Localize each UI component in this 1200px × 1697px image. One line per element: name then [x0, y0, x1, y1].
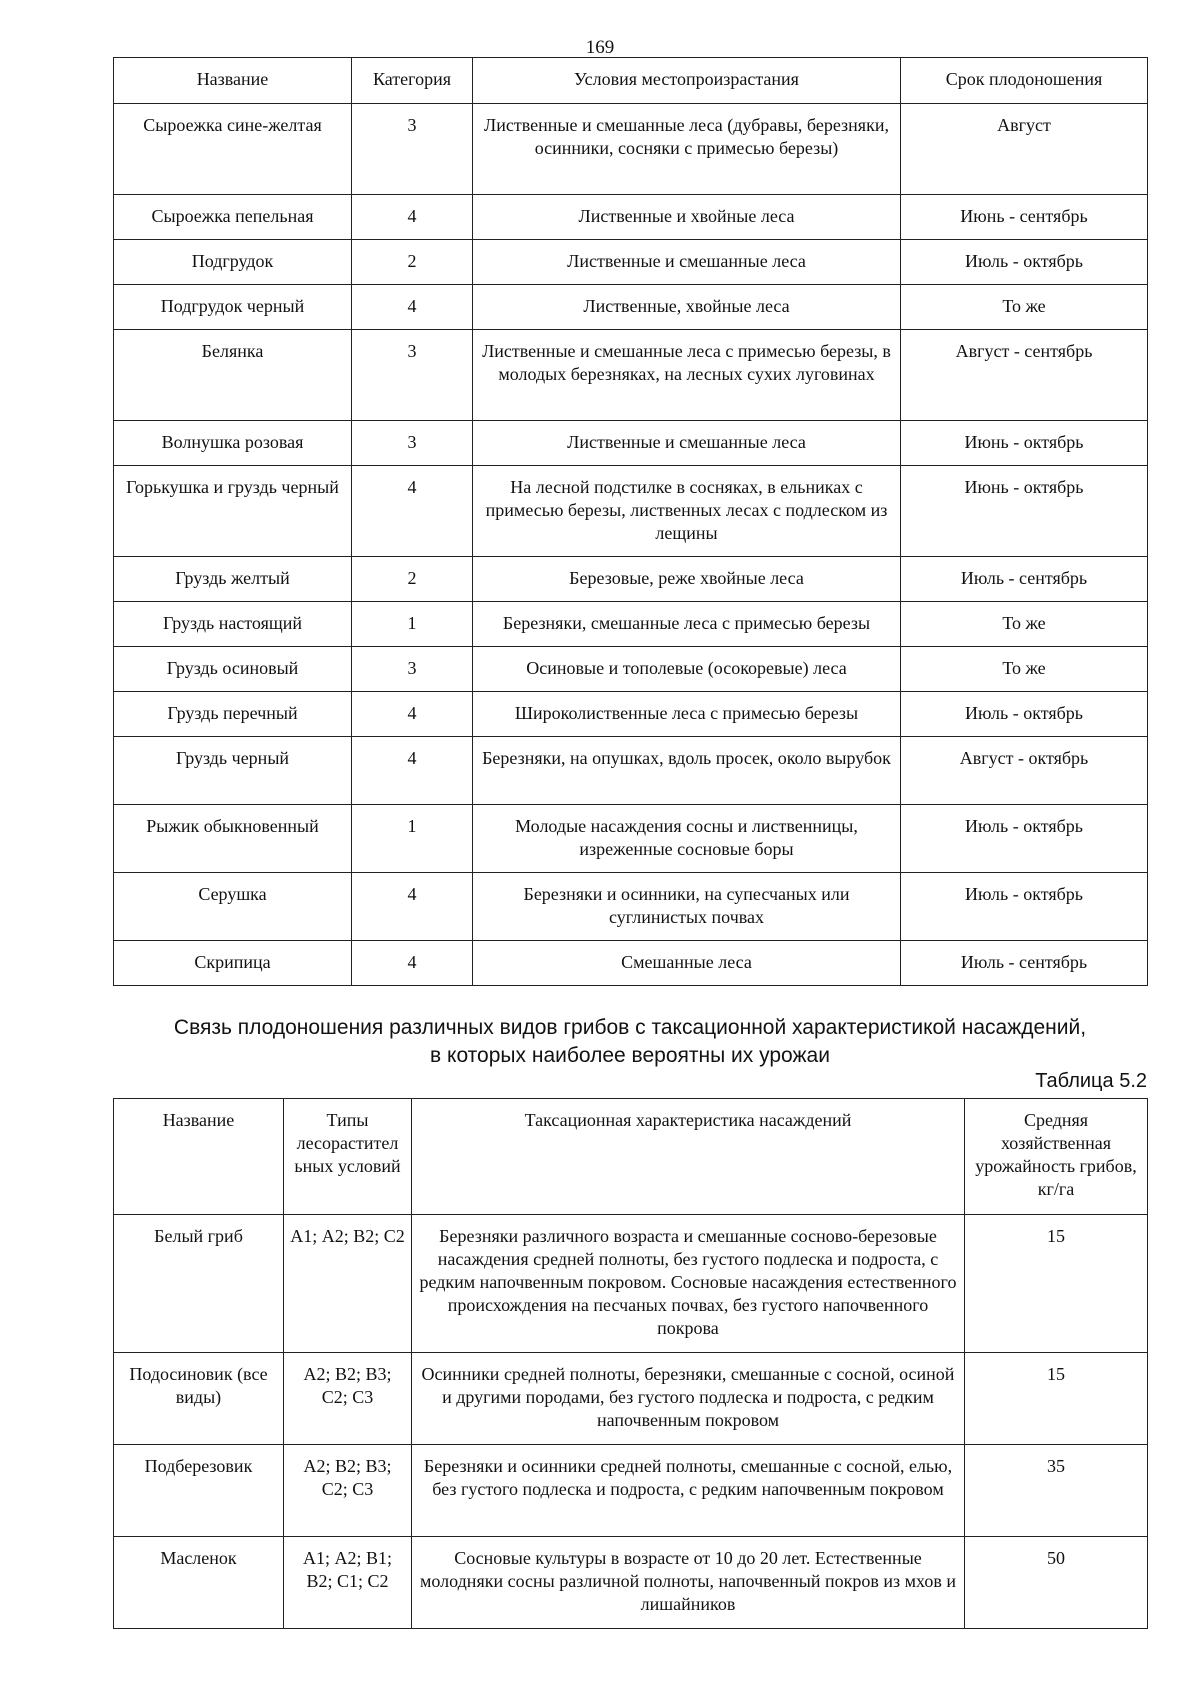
- cell-name: Серушка: [114, 873, 352, 941]
- cell-stand-characteristics: Березняки различного возраста и смешанные сосново-березовые насаждения средней полноты, без густого подлеска и подроста, с редким напочвенным покровом. Сосновые насаждения естественного происхождения на песчаных почвах, без густого напочвенного покрова: [412, 1215, 965, 1353]
- cell-habitat: Широколиственные леса с примесью березы: [473, 692, 901, 737]
- cell-habitat: Смешанные леса: [473, 941, 901, 986]
- cell-stand-characteristics: Березняки и осинники средней полноты, смешанные с сосной, елью, без густого подлеска и подроста, с редким напочвенным покровом: [412, 1445, 965, 1537]
- cell-period: Июль - октябрь: [901, 873, 1148, 941]
- cell-stand-characteristics: Сосновые культуры в возрасте от 10 до 20 лет. Естественные молодняки сосны различной полноты, напочвенный покров из мхов и лишайников: [412, 1537, 965, 1629]
- cell-period: То же: [901, 602, 1148, 647]
- cell-stand-characteristics: Осинники средней полноты, березняки, смешанные с сосной, осиной и другими породами, без густого подлеска и подроста, с редким напочвенным покровом: [412, 1353, 965, 1445]
- cell-category: 1: [352, 805, 473, 873]
- header-average-yield: Средняя хозяйственная урожайность грибов, кг/га: [965, 1099, 1148, 1215]
- cell-category: 3: [352, 330, 473, 421]
- cell-name: Подгрудок: [114, 240, 352, 285]
- cell-average-yield: 50: [965, 1537, 1148, 1629]
- table-row: [114, 602, 1148, 647]
- cell-period: Август - октябрь: [901, 737, 1148, 805]
- cell-name: Груздь перечный: [114, 692, 352, 737]
- cell-period: Июль - сентябрь: [901, 941, 1148, 986]
- header-name: Название: [114, 1099, 284, 1215]
- cell-period: Июль - сентябрь: [901, 557, 1148, 602]
- cell-category: 4: [352, 692, 473, 737]
- cell-category: 3: [352, 104, 473, 195]
- table-header-row: [114, 58, 1148, 104]
- cell-name: Скрипица: [114, 941, 352, 986]
- mushroom-yield-table: [113, 1098, 1148, 1629]
- cell-habitat: Лиственные и смешанные леса: [473, 240, 901, 285]
- cell-category: 4: [352, 941, 473, 986]
- cell-name: Груздь черный: [114, 737, 352, 805]
- cell-category: 2: [352, 240, 473, 285]
- cell-period: Август - сентябрь: [901, 330, 1148, 421]
- table-header-row: [114, 1099, 1148, 1215]
- cell-name: Подосиновик (все виды): [114, 1353, 284, 1445]
- cell-name: Масленок: [114, 1537, 284, 1629]
- header-stand-characteristics: Таксационная характеристика насаждений: [412, 1099, 965, 1215]
- cell-category: 2: [352, 557, 473, 602]
- header-habitat: Условия местопроизрастания: [473, 58, 901, 104]
- cell-habitat: Березовые, реже хвойные леса: [473, 557, 901, 602]
- cell-habitat: Лиственные, хвойные леса: [473, 285, 901, 330]
- cell-name: Горькушка и груздь черный: [114, 466, 352, 557]
- header-category: Категория: [352, 58, 473, 104]
- table-row: [114, 240, 1148, 285]
- header-forest-conditions: Типы лесорастител ьных условий: [284, 1099, 412, 1215]
- cell-period: Июнь - сентябрь: [901, 195, 1148, 240]
- cell-name: Волнушка розовая: [114, 421, 352, 466]
- cell-category: 4: [352, 285, 473, 330]
- cell-name: Груздь осиновый: [114, 647, 352, 692]
- table-row: [114, 1445, 1148, 1537]
- cell-forest-conditions: А2; В2; В3; С2; С3: [284, 1353, 412, 1445]
- table-row: [114, 466, 1148, 557]
- table-row: [114, 737, 1148, 805]
- cell-habitat: Лиственные и смешанные леса (дубравы, березняки, осинники, сосняки с примесью березы): [473, 104, 901, 195]
- cell-category: 4: [352, 873, 473, 941]
- table-row: [114, 692, 1148, 737]
- table-row: [114, 647, 1148, 692]
- cell-period: Июль - октябрь: [901, 692, 1148, 737]
- section-title-line-2: в которых наиболее вероятны их урожаи: [430, 1044, 830, 1067]
- cell-name: Белянка: [114, 330, 352, 421]
- cell-name: Подберезовик: [114, 1445, 284, 1537]
- table-row: [114, 421, 1148, 466]
- table-row: [114, 195, 1148, 240]
- cell-period: Июль - октябрь: [901, 240, 1148, 285]
- table-row: [114, 285, 1148, 330]
- cell-period: То же: [901, 647, 1148, 692]
- cell-habitat: Молодые насаждения сосны и лиственницы, изреженные сосновые боры: [473, 805, 901, 873]
- table-row: [114, 1215, 1148, 1353]
- cell-period: То же: [901, 285, 1148, 330]
- section-title-line-1: Связь плодоношения различных видов грибов с таксационной характеристикой насаждений,: [173, 1016, 1087, 1039]
- cell-habitat: На лесной подстилке в сосняках, в ельниках с примесью березы, лиственных лесах с подлеском из лещины: [473, 466, 901, 557]
- cell-average-yield: 35: [965, 1445, 1148, 1537]
- cell-period: Август: [901, 104, 1148, 195]
- cell-category: 4: [352, 466, 473, 557]
- header-name: Название: [114, 58, 352, 104]
- table-row: [114, 1353, 1148, 1445]
- cell-forest-conditions: А1; А2; В1; В2; С1; С2: [284, 1537, 412, 1629]
- mushroom-habitat-table: [113, 57, 1148, 986]
- cell-name: Груздь настоящий: [114, 602, 352, 647]
- cell-habitat: Лиственные и хвойные леса: [473, 195, 901, 240]
- cell-name: Груздь желтый: [114, 557, 352, 602]
- cell-category: 4: [352, 737, 473, 805]
- cell-habitat: Осиновые и тополевые (осокоревые) леса: [473, 647, 901, 692]
- cell-name: Сыроежка пепельная: [114, 195, 352, 240]
- cell-category: 4: [352, 195, 473, 240]
- table-row: [114, 873, 1148, 941]
- cell-forest-conditions: А2; В2; В3; С2; С3: [284, 1445, 412, 1537]
- table-row: [114, 557, 1148, 602]
- table-row: [114, 330, 1148, 421]
- cell-habitat: Березняки, на опушках, вдоль просек, около вырубок: [473, 737, 901, 805]
- table-row: [114, 941, 1148, 986]
- cell-category: 3: [352, 421, 473, 466]
- cell-habitat: Лиственные и смешанные леса: [473, 421, 901, 466]
- section-title: [113, 1014, 1147, 1070]
- cell-habitat: Березняки и осинники, на супесчаных или суглинистых почвах: [473, 873, 901, 941]
- table-row: [114, 104, 1148, 195]
- cell-forest-conditions: А1; А2; В2; С2: [284, 1215, 412, 1353]
- cell-name: Подгрудок черный: [114, 285, 352, 330]
- cell-period: Июнь - октябрь: [901, 421, 1148, 466]
- cell-habitat: Березняки, смешанные леса с примесью березы: [473, 602, 901, 647]
- page-number: 169: [585, 37, 615, 58]
- cell-period: Июнь - октябрь: [901, 466, 1148, 557]
- table-row: [114, 1537, 1148, 1629]
- cell-average-yield: 15: [965, 1353, 1148, 1445]
- cell-name: Белый гриб: [114, 1215, 284, 1353]
- header-fruiting-period: Срок плодоношения: [901, 58, 1148, 104]
- cell-period: Июль - октябрь: [901, 805, 1148, 873]
- cell-category: 3: [352, 647, 473, 692]
- cell-habitat: Лиственные и смешанные леса с примесью березы, в молодых березняках, на лесных сухих луговинах: [473, 330, 901, 421]
- table-row: [114, 805, 1148, 873]
- table-label: Таблица 5.2: [1035, 1070, 1147, 1092]
- cell-category: 1: [352, 602, 473, 647]
- cell-average-yield: 15: [965, 1215, 1148, 1353]
- cell-name: Сыроежка сине-желтая: [114, 104, 352, 195]
- cell-name: Рыжик обыкновенный: [114, 805, 352, 873]
